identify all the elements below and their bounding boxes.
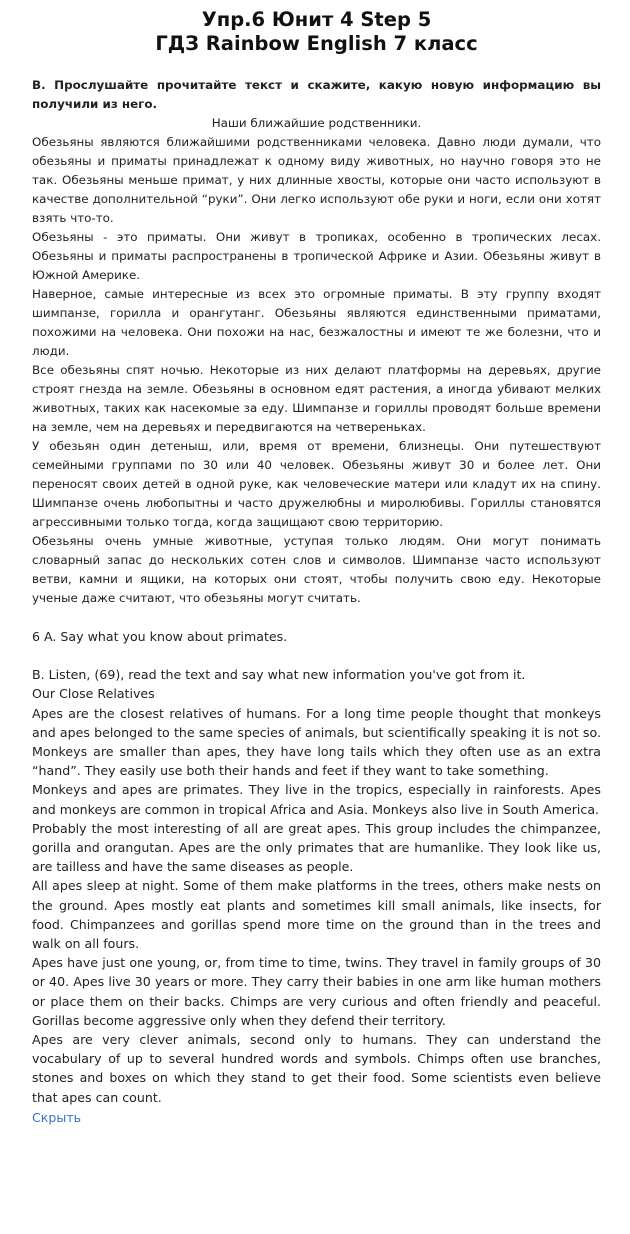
russian-paragraph: У обезьян один детеныш, или, время от времени, близнецы. Они путешествуют семейными группами по 30 или 40 человек. Обезьяны живут 30 и более лет. Они переносят своих детей в одной руке, как человеческие матери или кладут их на спину. Шимпанзе очень любопытны и часто дружелюбны и миролюбивы. Гориллы становятся агрессивными только тогда, когда защищают свою территорию.	[32, 439, 601, 529]
russian-paragraph: Обезьяны - это приматы. Они живут в тропиках, особенно в тропических лесах. Обезьяны и приматы распространены в тропической Африке и Азии. Обезьяны живут в Южной Америке.	[32, 230, 601, 282]
english-paragraph: Apes are the closest relatives of humans. For a long time people thought that monkeys and apes belonged to the same species of animals, but scientifically speaking it is not so. Monkeys are smaller than apes, they have long tails which they often use as an extra “hand”. They easily use both their hands and feet if they want to take something.	[32, 705, 601, 779]
title-line-2: ГДЗ Rainbow English 7 класс	[155, 32, 478, 55]
english-original	[32, 627, 601, 1107]
hide-link[interactable]: Скрыть	[32, 1109, 82, 1125]
russian-paragraph: Обезьяны очень умные животные, уступая только людям. Они могут понимать словарный запас до нескольких сотен слов и символов. Шимпанзе часто используют ветви, камни и ящики, на которых они стоят, чтобы получить свою еду. Некоторые ученые даже считают, что обезьяны могут считать.	[32, 534, 601, 605]
russian-paragraph: Все обезьяны спят ночью. Некоторые из них делают платформы на деревьях, другие строят гнезда на земле. Обезьяны в основном едят растения, а иногда убивают мелких животных, таких как насекомые за еду. Шимпанзе и гориллы проводят больше времени на земле, чем на деревьях и передвигаются на четвереньках.	[32, 363, 601, 434]
russian-translation	[32, 76, 601, 608]
english-paragraph: Apes have just one young, or, from time to time, twins. They travel in family groups of 30 or 40. Apes live 30 years or more. They carry their babies in one arm like human mothers or place them on their backs. Chimps are very curious and often friendly and peaceful. Gorillas become aggressive only when they defend their territory.	[32, 955, 601, 1028]
russian-task: В. Прослушайте прочитайте текст и скажите, какую новую информацию вы получили из него.	[32, 78, 601, 111]
russian-heading: Наши ближайшие родственники.	[211, 116, 422, 130]
russian-paragraph: Наверное, самые интересные из всех это огромные приматы. В эту группу входят шимпанзе, горилла и орангутанг. Обезьяны являются единственными приматами, похожими на человека. Они похожи на нас, безжалостны и имеют те же болезни, что и люди.	[32, 287, 601, 358]
english-paragraph: Probably the most interesting of all are great apes. This group includes the chimpanzee, gorilla and orangutan. Apes are the only primates that are humanlike. They look like us, are tailless and have the same diseases as people.	[32, 820, 601, 875]
english-paragraph: All apes sleep at night. Some of them make platforms in the trees, others make nests on the ground. Apes mostly eat plants and sometimes kill small animals, like insects, for food. Chimpanzees and gorillas spend more time on the ground than in the trees and walk on all fours.	[32, 878, 601, 952]
english-heading: Our Close Relatives	[32, 686, 155, 702]
page-title	[32, 8, 601, 56]
english-task-b: B. Listen, (69), read the text and say what new information you've got from it.	[32, 667, 526, 683]
english-task-a: 6 A. Say what you know about primates.	[32, 629, 288, 644]
russian-paragraph: Обезьяны являются ближайшими родственниками человека. Давно люди думали, что обезьяны и приматы принадлежат к одному виду животных, но научно говоря это не так. Обезьяны меньше примат, у них длинные хвосты, которые они часто используют в качестве дополнительной “руки”. Они легко используют обе руки и ноги, если они хотят взять что-то.	[32, 135, 601, 225]
english-paragraph: Apes are very clever animals, second only to humans. They can understand the vocabulary of up to several hundred words and symbols. Chimps often use branches, stones and boxes on which they stand to get their food. Some scientists even believe that apes can count.	[32, 1032, 601, 1105]
title-line-1: Упр.6 Юнит 4 Step 5	[201, 8, 432, 31]
english-paragraph: Monkeys and apes are primates. They live in the tropics, especially in rainforests. Apes and monkeys are common in tropical Africa and Asia. Monkeys also live in South America.	[32, 782, 601, 817]
